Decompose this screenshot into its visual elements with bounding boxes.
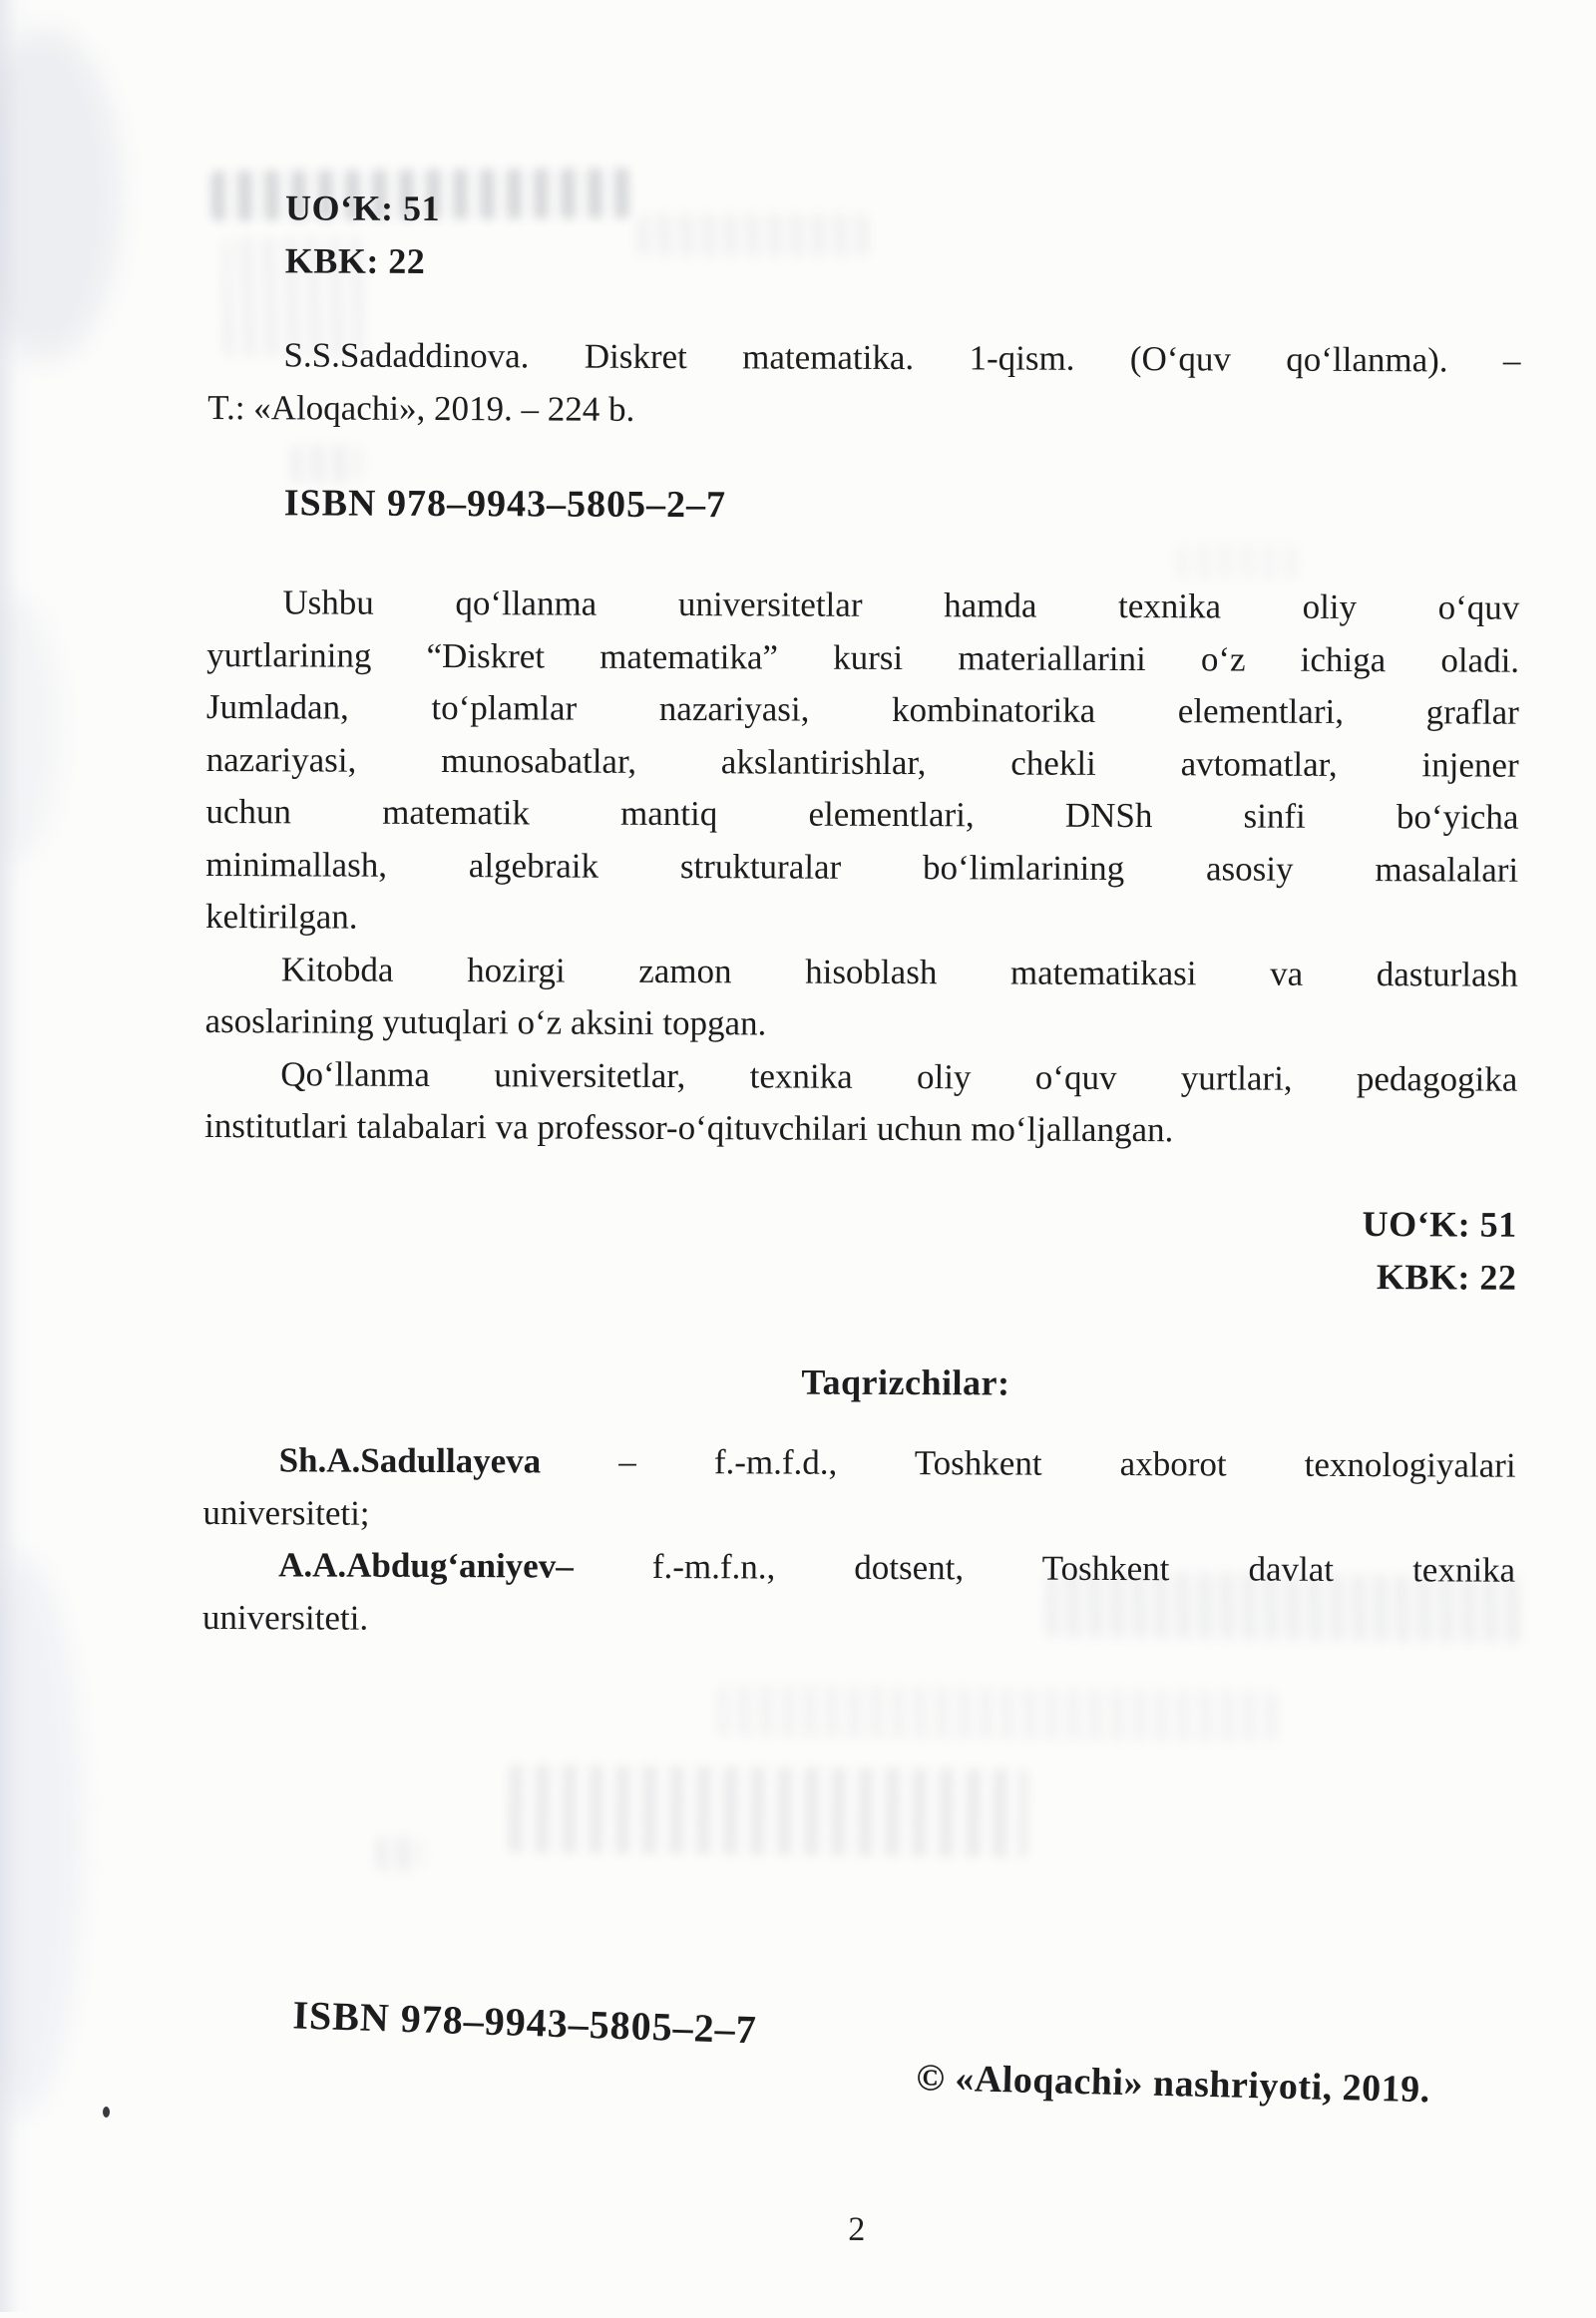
annotation-line: uchun matematik mantiq elementlari, DNSh sinfi bo‘yicha <box>205 791 1519 837</box>
reviewer-name: A.A.Abdug‘aniyev– <box>278 1545 574 1586</box>
top-classifiers <box>285 182 440 288</box>
annotation-line: nazariyasi, munosabatlar, akslantirishlar, chekli avtomatlar, injener <box>205 739 1519 785</box>
uok-code-right: UO‘K: 51 <box>1362 1204 1517 1245</box>
annotation-line: Jumladan, to‘plamlar nazariyasi, kombinatorika elementlari, graflar <box>205 686 1519 732</box>
reviewer-entry <box>202 1539 1515 1597</box>
annotation-text <box>204 577 1520 1158</box>
reviewer-entry <box>202 1434 1515 1492</box>
right-classifiers <box>203 1193 1516 1305</box>
citation-line: T.: «Aloqachi», 2019. – 224 b. <box>207 387 635 429</box>
reviewers-heading: Taqrizchilar: <box>801 1361 1010 1403</box>
isbn-top: ISBN 978–9943–5805–2–7 <box>283 482 727 527</box>
kbk-code-right: KBK: 22 <box>1376 1257 1517 1298</box>
reviewer-entry-continuation: universiteti. <box>201 1597 369 1638</box>
copyright-line: © «Aloqachi» nashriyoti, 2019. <box>916 2057 1431 2112</box>
annotation-line: yurtlarining “Diskret matematika” kursi materiallarini o‘z ichiga oladi. <box>206 634 1520 680</box>
citation-line: S.S.Sadaddinova. Diskret matematika. 1-qism. (O‘quv qo‘llanma). – <box>283 335 1521 380</box>
kbk-code: KBK: 22 <box>284 240 426 281</box>
annotation-line: keltirilgan. <box>204 896 358 937</box>
annotation-line: institutlari talabalari va professor-o‘qituvchilari uchun mo‘ljallangan. <box>203 1105 1174 1150</box>
bibliographic-citation <box>207 329 1520 440</box>
reviewer-name: Sh.A.Sadullayeva <box>278 1440 542 1481</box>
annotation-line: Kitobda hozirgi zamon hisoblash matematikasi va dasturlash <box>280 949 1518 994</box>
reviewer-entry-continuation: universiteti; <box>202 1492 370 1533</box>
annotation-line: asoslarining yutuqlari o‘z aksini topgan. <box>204 1000 767 1043</box>
reviewer-desc: – f.-m.f.d., Toshkent axborot texnologiyalari <box>541 1441 1516 1485</box>
isbn-bottom: ISBN 978–9943–5805–2–7 <box>291 1992 758 2053</box>
reviewers-list <box>202 1434 1516 1650</box>
page-number: 2 <box>848 2210 866 2248</box>
uok-code: UO‘K: 51 <box>285 188 441 229</box>
annotation-line: Qo‘llanma universitetlar, texnika oliy o‘quv yurtlari, pedagogika <box>280 1053 1518 1099</box>
reviewer-desc: f.-m.f.n., dotsent, Toshkent davlat texnika <box>573 1546 1516 1590</box>
annotation-line: minimallash, algebraik strukturalar bo‘limlarining asosiy masalalari <box>205 844 1519 890</box>
annotation-line: Ushbu qo‘llanma universitetlar hamda texnika oliy o‘quv <box>282 582 1520 627</box>
